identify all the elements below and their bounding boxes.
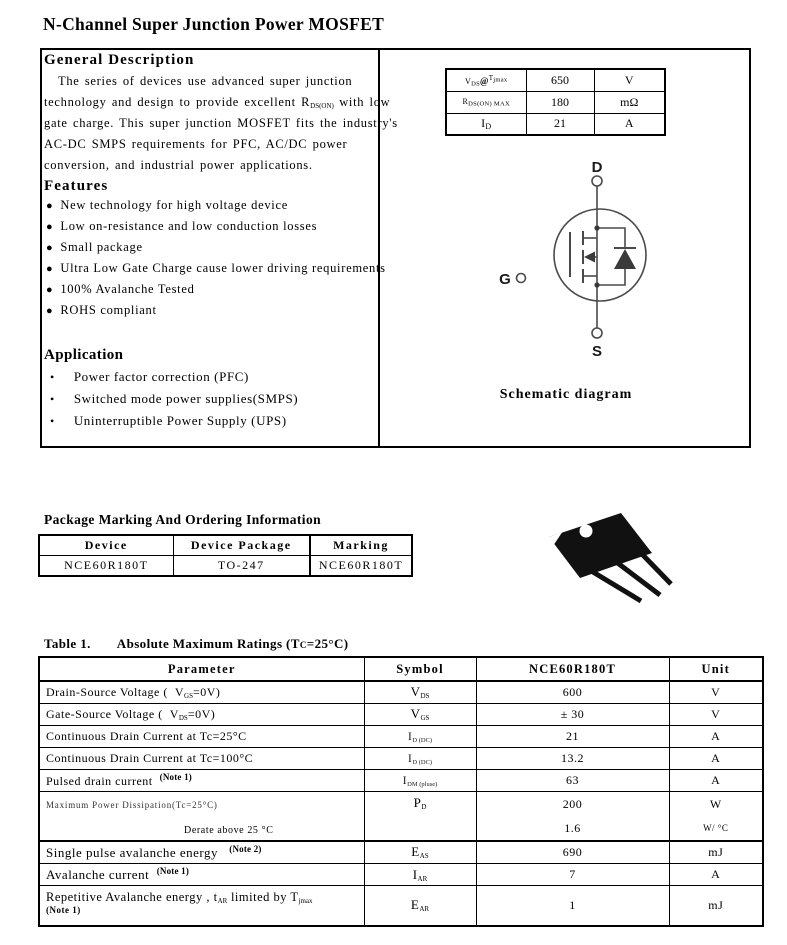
schematic-caption: Schematic diagram [499, 387, 633, 402]
value-cell: ± 30 [476, 703, 669, 725]
table-row [446, 69, 665, 91]
value-cell: 13.2 [476, 747, 669, 769]
param-cell: ID [446, 113, 526, 135]
param-cell: VDS@Tjmax [446, 69, 526, 91]
table-row [39, 725, 763, 747]
description-line: AC-DC SMPS requirements for PFC, AC/DC power [44, 137, 348, 151]
value-cell: 180 [526, 91, 594, 113]
unit-cell: W W/ °C [669, 791, 763, 841]
unit-cell: V [669, 681, 763, 703]
unit-cell: A [669, 725, 763, 747]
parameter-cell: Repetitive Avalanche energy , $t_{AR}$ limited by $T_{jmax}$ (Note 1) [39, 886, 364, 926]
mosfet-schematic [460, 150, 730, 410]
features-heading: Features [44, 178, 109, 194]
symbol-cell: VDS [364, 681, 476, 703]
feature-item: ● ROHS compliant [46, 303, 157, 317]
bullet-icon: ● [46, 221, 54, 233]
source-terminal-icon [592, 328, 602, 338]
value-cell: 200 1.6 [476, 791, 669, 841]
feature-item: ● Ultra Low Gate Charge cause lower driving requirements [46, 261, 386, 275]
value-cell: 690 [476, 841, 669, 864]
drain-label: D [591, 159, 603, 176]
parameter-cell: Pulsed drain current $^{(Note 1)}$ [39, 769, 364, 791]
gate-terminal-icon [517, 274, 526, 283]
parameter-cell: Drain-Source Voltage ( $V_{GS}=0V$) [39, 681, 364, 703]
unit-cell: mJ [669, 841, 763, 864]
parameter-cell: Maximum Power Dissipation(Tc=25°C) Derate above 25 °C [39, 791, 364, 841]
bullet-icon: • [50, 414, 55, 428]
table-row [446, 113, 665, 135]
feature-item: ● New technology for high voltage device [46, 198, 288, 212]
value-cell: 21 [526, 113, 594, 135]
source-label: S [591, 343, 603, 360]
value-cell: 600 [476, 681, 669, 703]
symbol-cell: ID (DC) [364, 725, 476, 747]
page-title: N-Channel Super Junction Power MOSFET [43, 14, 385, 34]
parameter-cell: Gate-Source Voltage ( $V_{DS}=0V$) [39, 703, 364, 725]
feature-item: ● Small package [46, 240, 143, 254]
mosfet-arrow-icon [584, 252, 595, 263]
symbol-cell: IAR [364, 864, 476, 886]
package-marking-heading: Package Marking And Ordering Information [44, 512, 322, 527]
table-row [39, 886, 763, 926]
bullet-icon: ● [46, 284, 54, 296]
table-row [446, 91, 665, 113]
device-header-cell: Device [39, 535, 173, 555]
bullet-icon: ● [46, 305, 54, 317]
unit-cell: A [669, 747, 763, 769]
application-heading: Application [44, 347, 124, 363]
marking-header-cell: Marking [310, 535, 412, 555]
ordering-info-table [38, 534, 413, 577]
table-header-row [39, 657, 763, 681]
table-row [39, 864, 763, 886]
table1-caption: Table 1. Absolute Maximum Ratings (TC=25°C) [44, 636, 349, 651]
application-item: • Power factor correction (PFC) [50, 369, 249, 384]
device-cell: NCE60R180T [39, 555, 173, 576]
table-row [39, 703, 763, 725]
mounting-hole-icon [580, 525, 593, 538]
bullet-icon: ● [46, 263, 54, 275]
description-line: conversion, and industrial power applications. [44, 158, 313, 172]
table-row [39, 791, 763, 841]
key-parameters-table [445, 68, 666, 136]
parameter-header-cell: Parameter [39, 657, 364, 681]
unit-cell: A [594, 113, 665, 135]
symbol-header-cell: Symbol [364, 657, 476, 681]
description-line: gate charge. This super junction MOSFET fits the industry's [44, 116, 398, 130]
description-line: The series of devices use advanced super junction [58, 74, 353, 88]
parameter-cell: Continuous Drain Current at Tc=25°C [39, 725, 364, 747]
body-diode-icon [614, 249, 636, 269]
application-item: • Switched mode power supplies(SMPS) [50, 391, 299, 406]
package-cell: TO-247 [173, 555, 310, 576]
transistor-body-circle [554, 209, 646, 301]
bullet-icon: • [50, 392, 55, 406]
unit-cell: A [669, 864, 763, 886]
unit-cell: mΩ [594, 91, 665, 113]
unit-cell: A [669, 769, 763, 791]
bullet-icon: ● [46, 242, 54, 254]
note-ref: (Note 1) [159, 771, 192, 782]
value-cell: 63 [476, 769, 669, 791]
parameter-cell: Avalanche current $^{(Note 1)}$ [39, 864, 364, 886]
feature-item: ● Low on-resistance and low conduction losses [46, 219, 318, 233]
value-cell: 650 [526, 69, 594, 91]
table-row [39, 555, 412, 576]
description-line: technology and design to provide excellent $R_{DS(ON)}$ with low [44, 95, 391, 110]
table-row [39, 747, 763, 769]
symbol-cell: ID (DC) [364, 747, 476, 769]
unit-cell: mJ [669, 886, 763, 926]
parameter-cell: Continuous Drain Current at Tc=100°C [39, 747, 364, 769]
application-item: • Uninterruptible Power Supply (UPS) [50, 413, 287, 428]
feature-item: ● 100% Avalanche Tested [46, 282, 195, 296]
value-cell: 21 [476, 725, 669, 747]
note-ref: (Note 2) [229, 843, 262, 854]
table-header-row [39, 535, 412, 555]
note-ref: (Note 1) [46, 905, 81, 915]
symbol-cell: VGS [364, 703, 476, 725]
table-row [39, 841, 763, 864]
bullet-icon: ● [46, 200, 54, 212]
unit-cell: V [669, 703, 763, 725]
symbol-cell: EAR [364, 886, 476, 926]
unit-cell: V [594, 69, 665, 91]
table-row [39, 681, 763, 703]
gate-label: G [499, 271, 511, 288]
value-cell: 7 [476, 864, 669, 886]
marking-cell: NCE60R180T [310, 555, 412, 576]
parameter-cell: Single pulse avalanche energy $^{(Note 2)}$ [39, 841, 364, 864]
bullet-icon: • [50, 370, 55, 384]
general-description-heading: General Description [44, 52, 195, 68]
note-ref: (Note 1) [156, 866, 190, 876]
symbol-cell: PD [364, 791, 476, 841]
value-cell: 1 [476, 886, 669, 926]
to-247-package-image [530, 493, 690, 613]
package-header-cell: Device Package [173, 535, 310, 555]
symbol-cell: IDM (pluse) [364, 769, 476, 791]
symbol-cell: EAS [364, 841, 476, 864]
unit-header-cell: Unit [669, 657, 763, 681]
param-cell: RDS(ON) MAX [446, 91, 526, 113]
part-header-cell: NCE60R180T [476, 657, 669, 681]
absolute-maximum-ratings-table [38, 656, 764, 927]
drain-terminal-icon [592, 176, 602, 186]
table-row [39, 769, 763, 791]
